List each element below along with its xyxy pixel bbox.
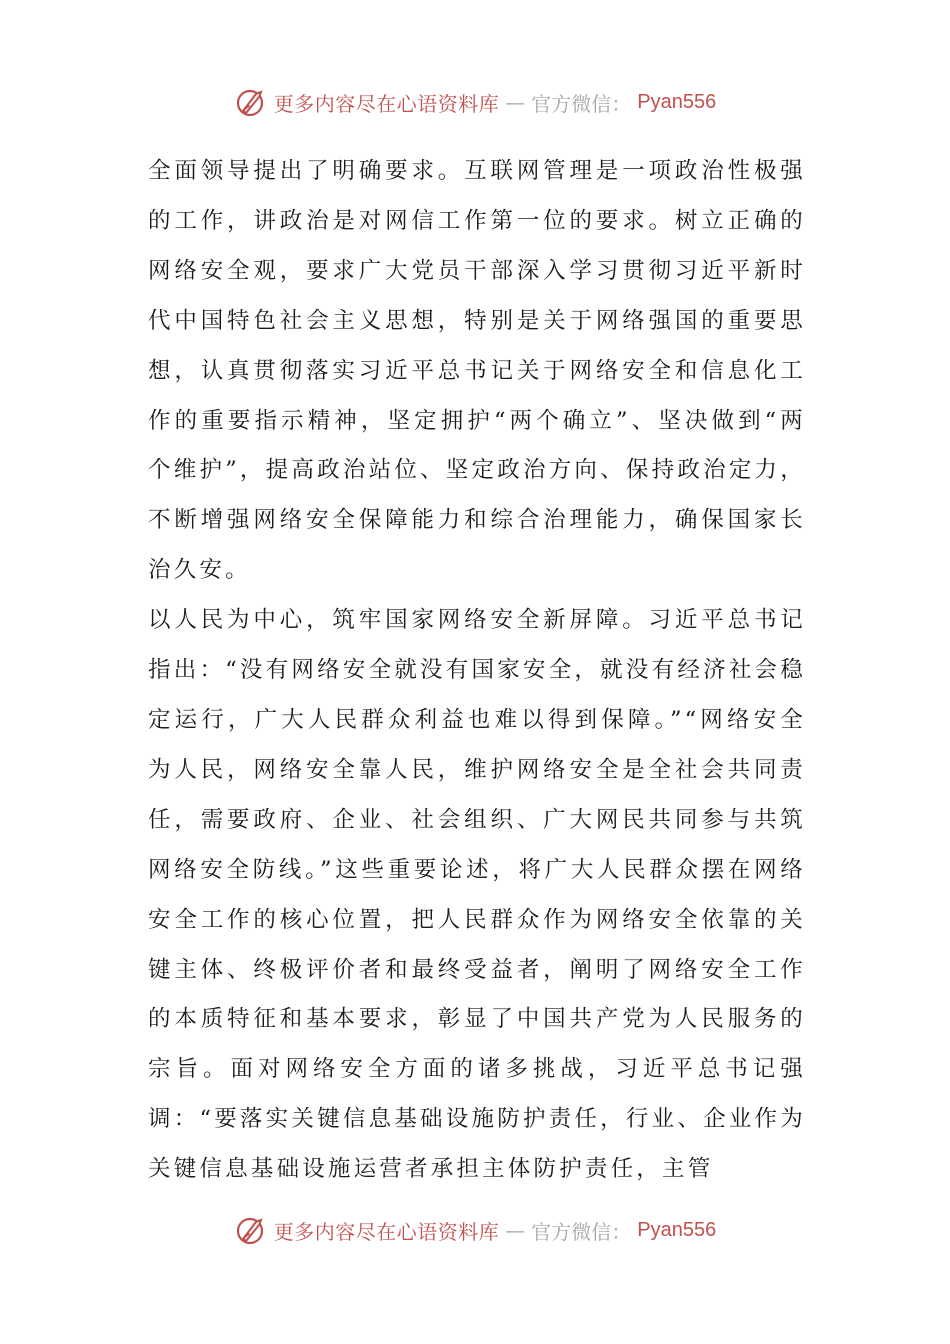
watermark-wechat-id: Pyan556 [637, 90, 717, 113]
watermark-dash: — [505, 90, 526, 114]
document-body [148, 147, 806, 1195]
paragraph: 全面领导提出了明确要求。互联网管理是一项政治性极强的工作，讲政治是对网信工作第一位的要求。树立正确的网络安全观，要求广大党员干部深入学习贯彻习近平新时代中国特色社会主义思想，特别是关于网络强国的重要思想，认真贯彻落实习近平总书记关于网络安全和信息化工作的重要指示精神，坚定拥护“两个确立”、坚决做到“两个维护”，提高政治站位、坚定政治方向、保持政治定力，不断增强网络安全保障能力和综合治理能力，确保国家长治久安。 [148, 158, 806, 584]
watermark-text: 更多内容尽在心语资料库 [273, 1219, 500, 1244]
pen-nib-circle-icon [234, 1213, 268, 1247]
watermark-dash: — [505, 1218, 526, 1242]
paragraph: 以人民为中心，筑牢国家网络安全新屏障。习近平总书记指出：“没有网络安全就没有国家安全，就没有经济社会稳定运行，广大人民群众利益也难以得到保障。”“网络安全为人民，网络安全靠人民，维护网络安全是全社会共同责任，需要政府、企业、社会组织、广大网民共同参与共筑网络安全防线。”这些重要论述，将广大人民群众摆在网络安全工作的核心位置，把人民群众作为网络安全依靠的关键主体、终极评价者和最终受益者，阐明了网络安全工作的本质特征和基本要求，彰显了中国共产党为人民服务的宗旨。面对网络安全方面的诸多挑战，习近平总书记强调：“要落实关键信息基础设施防护责任，行业、企业作为关键信息基础设施运营者承担主体防护责任，主管 [148, 607, 806, 1183]
watermark-official-label: 官方微信： [531, 1219, 632, 1244]
watermark-official-label: 官方微信： [531, 91, 632, 116]
footer-watermark [0, 1210, 950, 1250]
header-watermark [0, 82, 950, 122]
watermark-text: 更多内容尽在心语资料库 [273, 91, 500, 116]
pen-nib-circle-icon [234, 85, 268, 119]
watermark-wechat-id: Pyan556 [637, 1218, 717, 1241]
